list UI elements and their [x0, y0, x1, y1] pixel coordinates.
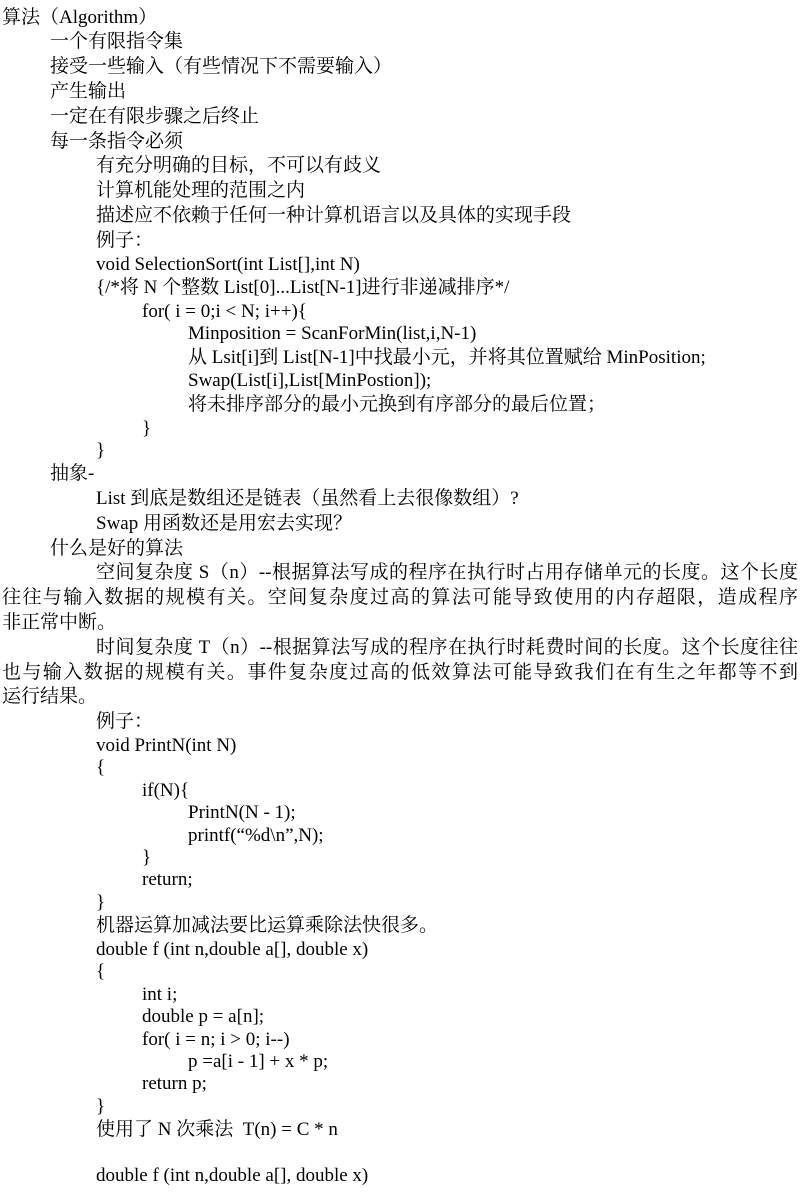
code-line: }: [142, 417, 152, 439]
code-line: p =a[i - 1] + x * p;: [188, 1050, 329, 1072]
code-line: return;: [142, 869, 193, 891]
print-n-code: [0, 735, 800, 914]
requirement-item: 描述应不依赖于任何一种计算机语言以及具体的实现手段: [96, 204, 572, 226]
code-line: }: [96, 439, 106, 461]
paragraph-line: 往往与输入数据的规模有关。空间复杂度过高的算法可能导致使用的内存超限，造成程序: [2, 587, 798, 609]
time-complexity-paragraph: [0, 636, 800, 710]
definition-section: [0, 30, 800, 462]
paragraph-line: 运行结果。: [2, 686, 98, 708]
code-line: Swap(List[i],List[MinPostion]);: [188, 370, 432, 392]
code-line: for( i = 0;i < N; i++){: [142, 300, 307, 322]
definition-item: 接受一些输入（有些情况下不需要输入）: [50, 56, 393, 78]
definition-item: 一个有限指令集: [50, 31, 184, 53]
question-item: List 到底是数组还是链表（虽然看上去很像数组）?: [96, 488, 519, 510]
code-line: }: [96, 1095, 106, 1117]
paragraph-line: 空间复杂度 S（n）--根据算法写成的程序在执行时占用存储单元的长度。这个长度: [96, 562, 798, 584]
code-line: double f (int n,double a[], double x): [96, 1165, 369, 1187]
selection-sort-code: [0, 254, 800, 463]
next-code: [0, 1165, 800, 1187]
blank-line: [0, 1143, 798, 1165]
code-line: {: [96, 757, 106, 779]
section-heading: 什么是好的算法: [50, 537, 184, 559]
note-text: 机器运算加减法要比运算乘除法快很多。: [96, 915, 439, 937]
requirement-item: 计算机能处理的范围之内: [96, 180, 306, 202]
code-line: double f (int n,double a[], double x): [96, 938, 369, 960]
document-title: 算法（Algorithm）: [2, 6, 158, 28]
code-line: PrintN(N - 1);: [188, 802, 296, 824]
paragraph-line: 也与输入数据的规模有关。事件复杂度过高的低效算法可能导致我们在有生之年都等不到: [2, 661, 798, 683]
space-complexity-paragraph: [0, 561, 800, 635]
requirement-item: 有充分明确的目标，不可以有歧义: [96, 155, 382, 177]
polynomial-code: [0, 939, 800, 1118]
note-text: 使用了 N 次乘法 T(n) = C * n: [96, 1119, 338, 1141]
code-line: double p = a[n];: [142, 1006, 265, 1028]
example-label: 例子：: [96, 229, 154, 251]
code-line: if(N){: [142, 779, 190, 801]
code-line: }: [96, 891, 106, 913]
example-label: 例子：: [96, 711, 154, 733]
abstraction-section: [0, 462, 800, 536]
definition-item: 每一条指令必须: [50, 130, 184, 152]
definition-item: 一定在有限步骤之后终止: [50, 105, 260, 127]
question-item: Swap 用函数还是用宏去实现？: [96, 512, 352, 534]
code-line: }: [142, 847, 152, 869]
paragraph-line: 非正常中断。: [2, 612, 117, 634]
code-line: {/*将 N 个整数 List[0]...List[N-1]进行非递减排序*/: [96, 276, 510, 298]
good-algorithm-section: [0, 537, 800, 1188]
code-line: printf(“%d\n”,N);: [188, 824, 324, 846]
code-line: for( i = n; i > 0; i--): [142, 1028, 290, 1050]
section-heading: 抽象-: [50, 463, 95, 485]
code-line: void PrintN(int N): [96, 735, 237, 757]
code-line: Minposition = ScanForMin(list,i,N-1): [188, 323, 477, 345]
code-line: void SelectionSort(int List[],int N): [96, 253, 360, 275]
code-line: return p;: [142, 1073, 207, 1095]
code-line: 将未排序部分的最小元换到有序部分的最后位置；: [188, 393, 607, 415]
definition-item: 产生输出: [50, 80, 127, 102]
code-line: int i;: [142, 983, 178, 1005]
code-line: {: [96, 961, 106, 983]
code-line: 从 Lsit[i]到 List[N-1]中找最小元，并将其位置赋给 MinPosition;: [188, 346, 706, 368]
paragraph-line: 时间复杂度 T（n）--根据算法写成的程序在执行时耗费时间的长度。这个长度往往: [96, 636, 798, 658]
